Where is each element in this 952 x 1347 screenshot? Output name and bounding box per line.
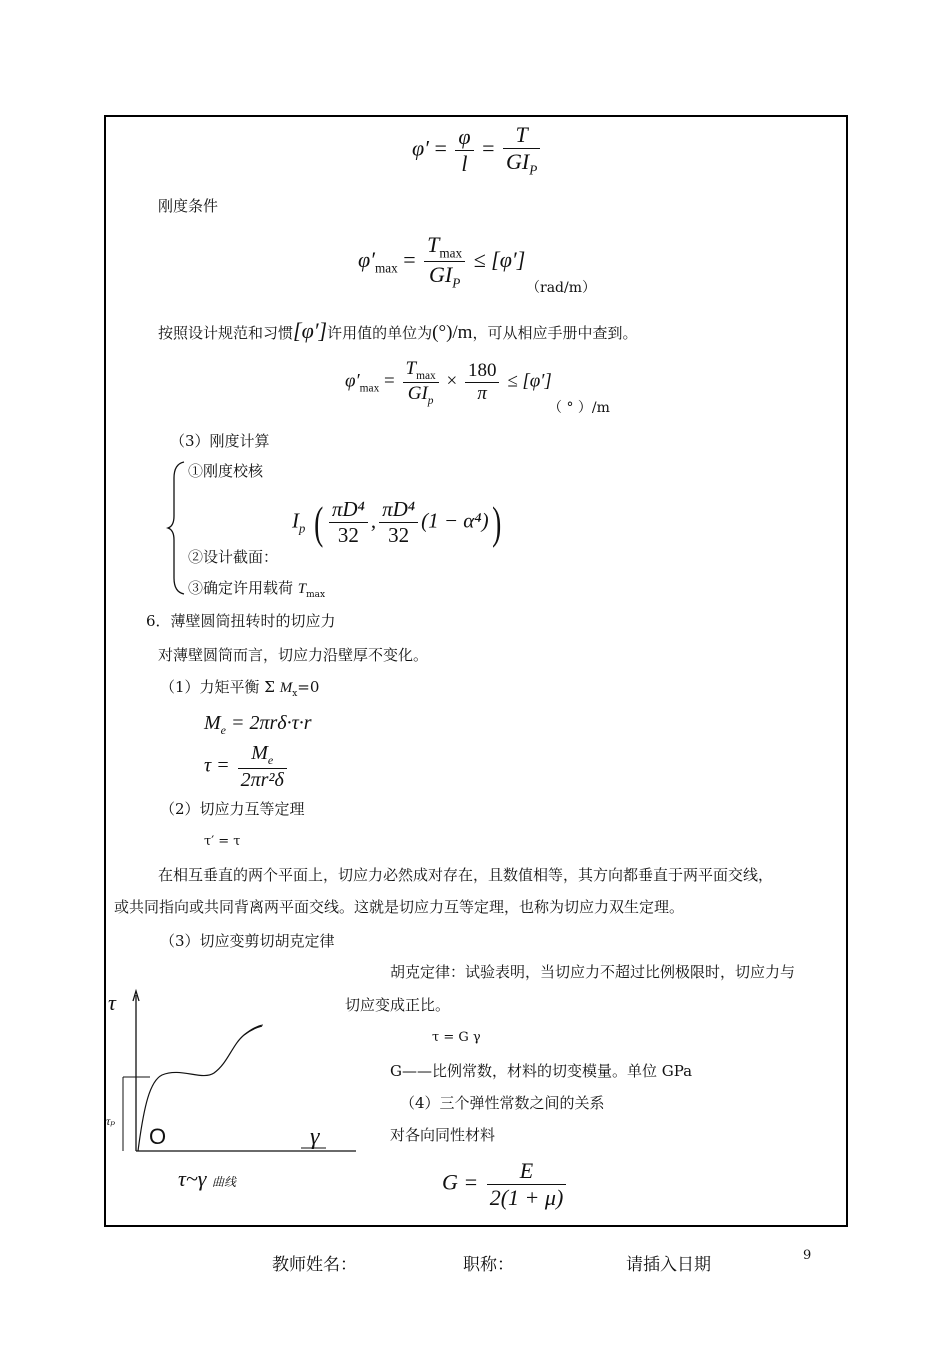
formula-moment-equation: $M_e = 2\pi r\delta\cdot\tau\cdot r$ <box>204 712 312 737</box>
item-design-section: ②设计截面： <box>188 548 279 566</box>
reciprocity-paragraph-line1: 在相互垂直的两个平面上，切应力必然成对存在，且数值相等，其方向都垂直于两平面交线， <box>158 866 774 884</box>
reciprocity-paragraph-line2: 或共同指向或共同背离两平面交线。这就是切应力互等定理，也称为切应力双生定理。 <box>114 898 685 916</box>
section-6-intro: 对薄壁圆筒而言，切应力沿壁厚不变化。 <box>158 646 429 664</box>
left-brace <box>166 458 188 598</box>
formula-twist-rate: φ′ = $\frac{\varphi}{l}$ = $\frac{T}{GI_P}$ <box>412 122 543 178</box>
heading-reciprocity: （2）切应力互等定理 <box>160 800 305 818</box>
heading-stiffness-calc: （3）刚度计算 <box>170 432 270 450</box>
footer-date: 请插入日期 <box>626 1255 711 1275</box>
axis-label-tau: τ <box>108 990 116 1015</box>
footer-teacher-name: 教师姓名： <box>272 1255 357 1275</box>
section-6-title: 6．薄壁圆筒扭转时的切应力 <box>146 612 336 630</box>
heading-stiffness-condition: 刚度条件 <box>158 197 219 215</box>
formula-polar-moment: $I_p$ ( $\frac{\text{πD⁴}}{32}$ , $\frac{\text{πD⁴}}{32}$ (1 − α⁴)) <box>292 497 501 548</box>
origin-label: O <box>149 1124 167 1149</box>
heading-moment-balance: （1）力矩平衡 Σ $M_x=0$ <box>160 678 320 699</box>
unit-rad-m: （rad/m） <box>526 280 596 296</box>
formula-stiffness-rad: $\varphi'_{max}$ = $\frac{T_{max}}{GI_P}$ ≤ [φ′] <box>358 232 526 291</box>
hooke-text-line2: 切应变成正比。 <box>345 996 451 1014</box>
footer-job-title: 职称： <box>463 1255 514 1275</box>
isotropic-material-note: 对各向同性材料 <box>390 1126 496 1144</box>
axis-label-gamma: γ <box>310 1124 320 1150</box>
hooke-text-line1: 胡克定律：试验表明，当切应力不超过比例极限时，切应力与 <box>390 963 796 981</box>
item-allowable-load: ③确定许用载荷 $T_{max}$ <box>188 579 326 600</box>
heading-hooke-law: （3）切应变剪切胡克定律 <box>160 932 335 950</box>
formula-elastic-relation: G = $\frac{E}{2(1 + \mu)}$ <box>442 1158 569 1211</box>
unit-deg-m: （ ° ）/m <box>548 400 610 416</box>
formula-stiffness-deg: $\varphi'_{max}$ = $\frac{T_{max}}{GI_p}$ × $\frac{180}{\pi}$ ≤ [φ′] <box>345 358 552 407</box>
equation-tau-prime: τ′ = τ <box>204 834 241 849</box>
label-tau-p: τₚ <box>106 1114 116 1128</box>
shear-modulus-def: G——比例常数，材料的切变模量。单位 GPa <box>390 1062 693 1080</box>
item-stiffness-check: ①刚度校核 <box>188 462 264 480</box>
formula-shear-stress: τ = $\frac{M_e}{\text{2πr²δ}}$ <box>204 742 290 792</box>
tau-gamma-curve-figure <box>106 985 356 1195</box>
figure-caption: τ~γ 曲线 <box>178 1166 236 1191</box>
heading-elastic-constants: （4）三个弹性常数之间的关系 <box>400 1094 605 1112</box>
allowable-unit-note: 按照设计规范和习惯[φ′]许用值的单位为(°)/m，可从相应手册中查到。 <box>158 318 638 343</box>
hooke-equation: τ = G γ <box>432 1030 481 1045</box>
page-number: 9 <box>803 1248 812 1263</box>
